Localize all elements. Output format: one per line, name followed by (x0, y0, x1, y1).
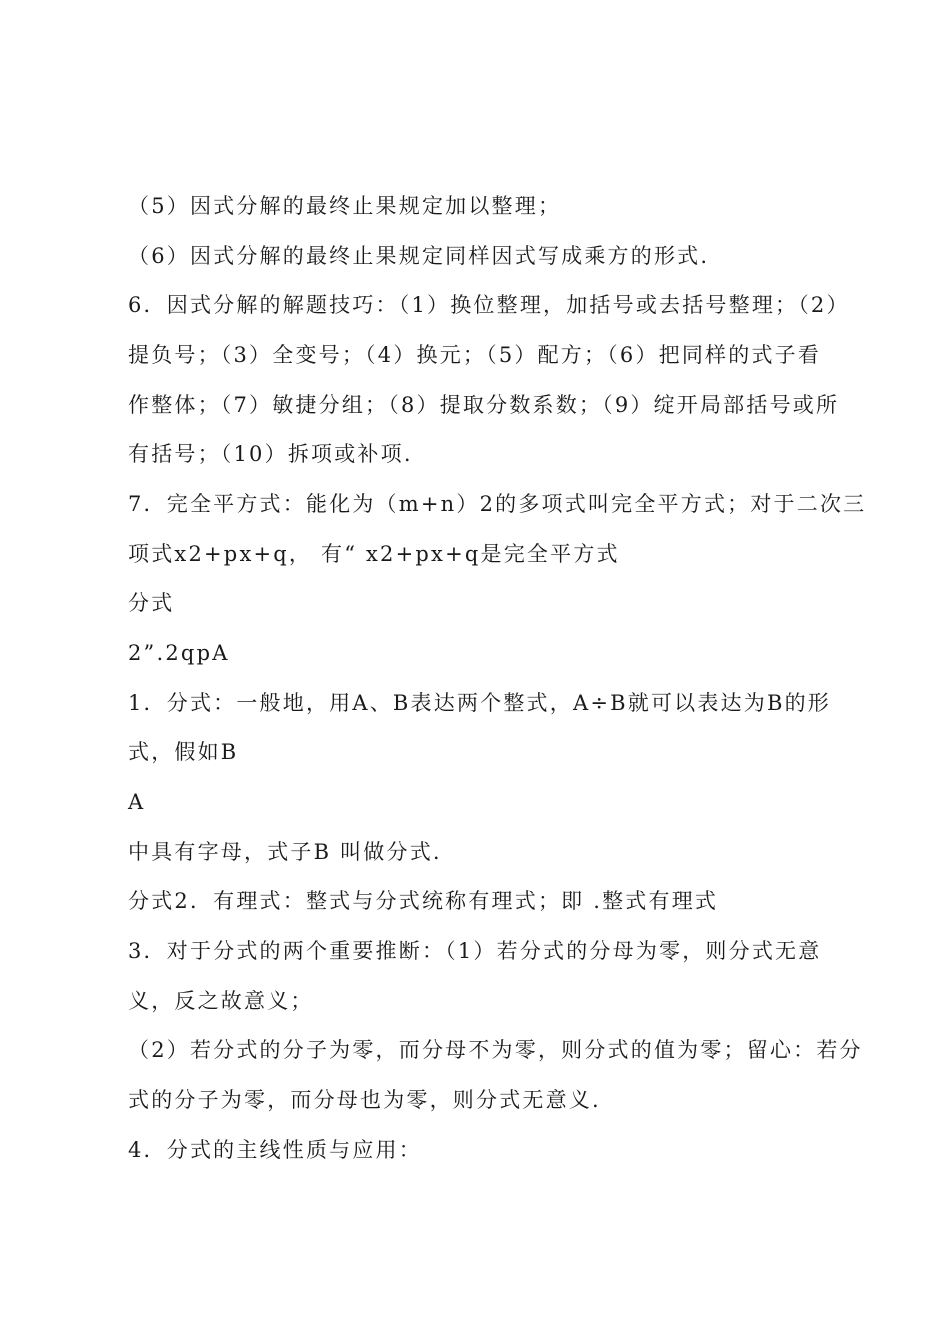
text-line-8: 项式x2+px+q， 有“ x2+px+q是完全平方式 (128, 542, 620, 566)
text-line-15: 分式2．有理式：整式与分式统称有理式；即 .整式有理式 (128, 889, 719, 913)
text-line-3: 6．因式分解的解题技巧：（1）换位整理，加括号或去括号整理；（2） (128, 293, 850, 317)
text-line-17: 义，反之故意义； (128, 989, 314, 1013)
text-line-1: （5）因式分解的最终止果规定加以整理； (128, 194, 562, 218)
text-line-11: 1．分式：一般地，用A、B表达两个整式，A÷B就可以表达为B的形 (128, 691, 831, 715)
text-line-16: 3．对于分式的两个重要推断：（1）若分式的分母为零，则分式无意 (128, 939, 822, 963)
text-line-20: 4．分式的主线性质与应用： (128, 1138, 422, 1162)
text-line-9: 分式 (128, 591, 175, 615)
text-line-14: 中具有字母，式子B 叫做分式. (128, 840, 442, 864)
text-line-5: 作整体；（7）敏捷分组；（8）提取分数系数；（9）绽开局部括号或所 (128, 393, 840, 417)
text-line-6: 有括号；（10）拆项或补项. (128, 442, 413, 466)
text-line-13: A (128, 790, 146, 814)
text-line-10: 2”.2qpA (128, 641, 230, 665)
text-line-19: 式的分子为零，而分母也为零，则分式无意义. (128, 1088, 601, 1112)
text-line-12: 式，假如B (128, 740, 239, 764)
text-line-4: 提负号；（3）全变号；（4）换元；（5）配方；（6）把同样的式子看 (128, 343, 822, 367)
text-line-18: （2）若分式的分子为零，而分母不为零，则分式的值为零；留心：若分 (128, 1038, 863, 1062)
text-line-2: （6）因式分解的最终止果规定同样因式写成乘方的形式. (128, 244, 710, 268)
text-line-7: 7．完全平方式：能化为（m+n）2的多项式叫完全平方式；对于二次三 (128, 492, 867, 516)
